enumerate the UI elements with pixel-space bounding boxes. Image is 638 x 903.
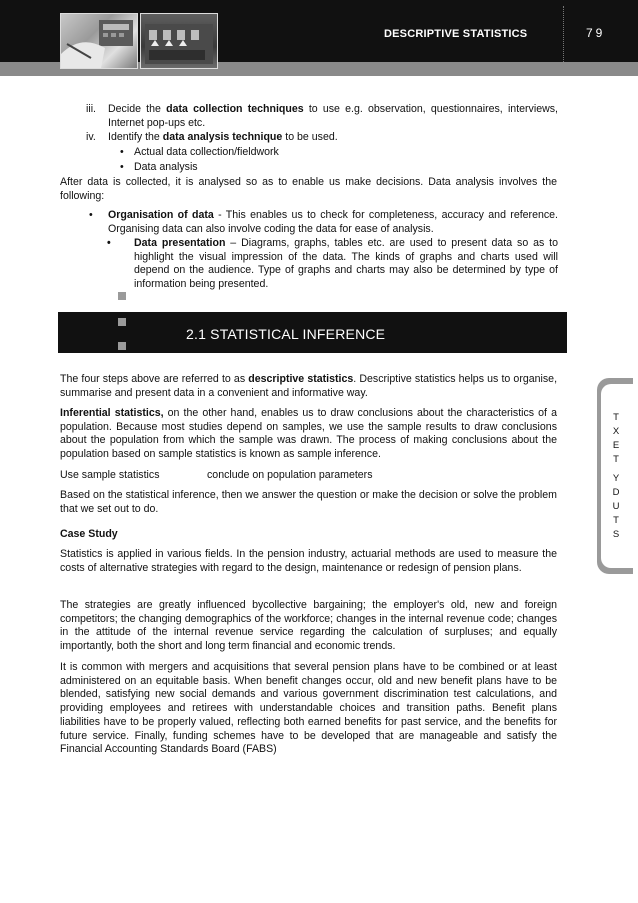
decorative-square [118, 292, 126, 300]
use-sample-statistics: Use sample statistics [60, 469, 160, 481]
decorative-square [118, 342, 126, 350]
side-tab-letter: S [612, 529, 620, 540]
inferential-paragraph [60, 407, 557, 462]
case-study-heading: Case Study [60, 528, 118, 540]
presentation-text: – Diagrams, graphs, tables etc. are used to present data so as to highlight the visual impression of the data. The kinds of graphs and charts used will depend on the audience. Type of graphs and charts may also be determined by type of information being presented. [134, 237, 558, 291]
four-steps-bold: descriptive statistics [248, 373, 354, 385]
conclude-population-parameters: conclude on population parameters [207, 469, 373, 481]
side-tab-letter: T [613, 412, 619, 423]
bullet-glyph: • [120, 146, 124, 158]
page-number: 79 [586, 26, 606, 40]
running-head: DESCRIPTIVE STATISTICS [384, 28, 528, 40]
case-study-paragraph-2: The strategies are greatly influenced bycollective bargaining; the employer's old, new and foreign competitors; the changing demographics of the workforce; changes in the internal revenue code; changes in the attitude of the internal revenue service regarding the calculation of surpluses; and equally importantly, both the short and long term financial and economic trends. [60, 599, 557, 653]
presentation-bold: Data presentation [134, 237, 226, 249]
header-divider [563, 6, 564, 62]
sub-bullet-fieldwork: Actual data collection/fieldwork [134, 146, 279, 158]
list-number-iv: iv. [86, 131, 96, 143]
list-item-iv [108, 131, 558, 145]
side-tab-letter: T [613, 454, 619, 465]
case-study-paragraph-1: Statistics is applied in various fields. In the pension industry, actuarial methods are used to measure the costs of alternative strategies with regard to the design, maintenance or redesign of pension plans. [60, 548, 557, 574]
case-study-paragraph-3: It is common with mergers and acquisitions that several pension plans have to be combined or at least administered on an equitable basis. When benefit changes occur, old and new benefit plans have to be blended, satisfying new social demands and various government discrimination test calculations, and providing employees and retirees with understandable choices and transition paths. Benefit plans liabilities have to be properly valued, reflecting both earned benefits for past service, and the benefits for future service. Finally, funding schemes have to be developed that are manageable and satisfy the Financial Accounting Standards Board (FABS) [60, 661, 557, 756]
list-item-iv-text-a: Identify the [108, 131, 163, 143]
based-on-inference-paragraph: Based on the statistical inference, then we answer the question or make the decision or solve the problem that we set out to do. [60, 489, 557, 515]
side-tab-letter: Y [612, 473, 620, 484]
inferential-text: on the other hand, enables us to draw conclusions about the characteristics of a population. Because most studies depend on samples, we use the sample results to draw conclusions about the population from which the sample was drawn. The process of making conclusions about the population based on sample statistics is known as sample inference. [60, 407, 557, 461]
list-number-iii: iii. [86, 103, 97, 115]
four-steps-text-c: . Descriptive statistics helps us to organise, summarise and present data in a convenient and informative way. [60, 373, 558, 399]
after-data-paragraph: After data is collected, it is analysed so as to enable us make decisions. Data analysis involves the following: [60, 176, 557, 202]
list-item-iii [108, 103, 558, 130]
list-item-iv-text-c: to be used. [282, 131, 338, 143]
bullet-glyph: • [89, 209, 93, 221]
side-tab-letter: U [612, 501, 620, 512]
side-tab-letter: X [612, 426, 620, 437]
list-item-iii-bold: data collection techniques [166, 103, 304, 115]
list-item-iii-text-a: Decide the [108, 103, 167, 115]
list-item-iii-text-c: to use e.g. observation, questionnaires, interviews, Internet pop-ups etc. [108, 103, 558, 129]
list-item-iv-bold: data analysis technique [162, 131, 283, 143]
organisation-text: - This enables us to check for completeness, accuracy and reference. Organising data can also involve coding the data for ease of analysis. [108, 209, 558, 235]
header-image-hands-calculator [60, 13, 138, 69]
side-tab-letter: D [612, 487, 620, 498]
presentation-item [134, 237, 558, 292]
bullet-glyph: • [120, 161, 124, 173]
organisation-item [108, 209, 558, 236]
decorative-square [118, 318, 126, 326]
inferential-bold: Inferential statistics, [60, 407, 164, 419]
sub-bullet-analysis: Data analysis [134, 161, 198, 173]
organisation-bold: Organisation of data [108, 209, 214, 221]
section-title: 2.1 STATISTICAL INFERENCE [186, 326, 386, 342]
four-steps-text-a: The four steps above are referred to as [60, 373, 249, 385]
side-tab-letter: E [612, 440, 620, 451]
four-steps-paragraph [60, 373, 557, 400]
bullet-glyph: • [107, 237, 111, 249]
side-tab-letter: T [613, 515, 619, 526]
header-image-building [140, 13, 218, 69]
